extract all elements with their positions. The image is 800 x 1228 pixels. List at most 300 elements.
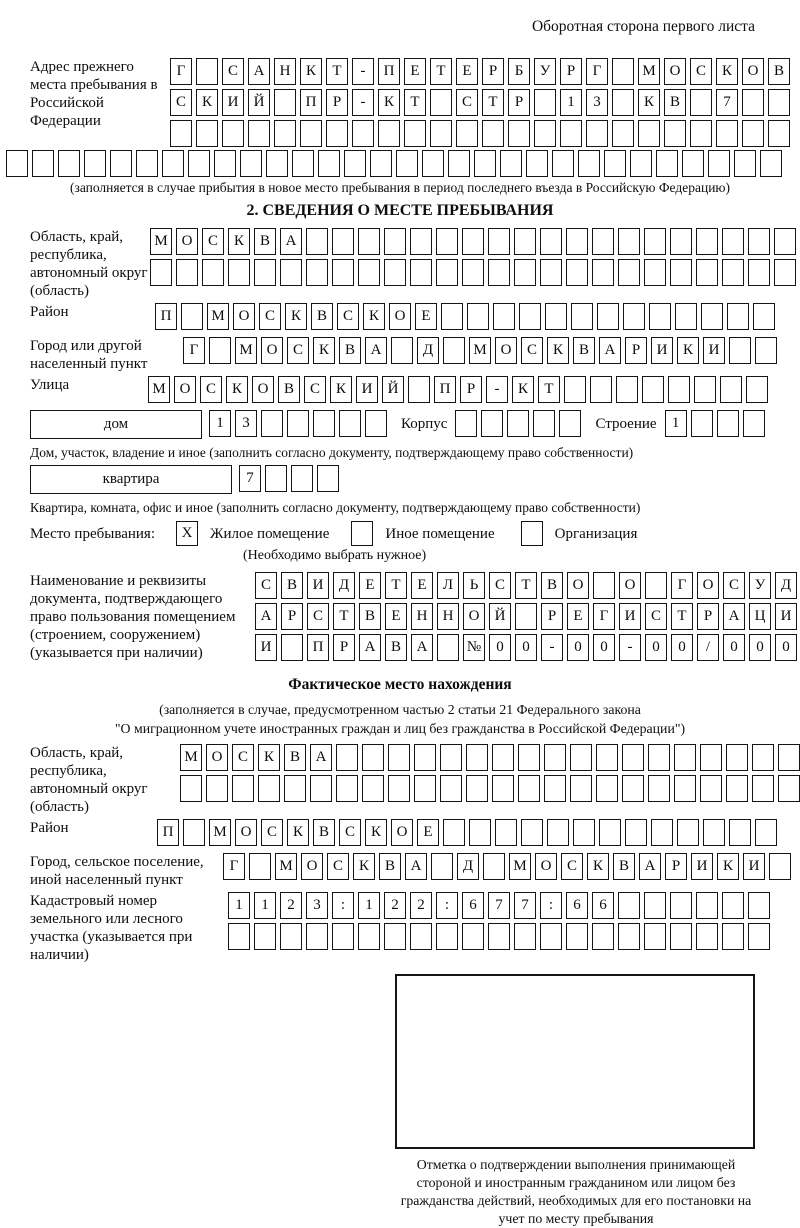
char-cell: Т xyxy=(671,603,693,630)
char-cell xyxy=(622,744,644,771)
char-cell: В xyxy=(359,603,381,630)
char-cell xyxy=(261,410,283,437)
char-cell xyxy=(481,410,503,437)
char-cell xyxy=(488,923,510,950)
char-cell xyxy=(648,744,670,771)
char-cell: Г xyxy=(586,58,608,85)
char-cell: 0 xyxy=(775,634,797,661)
char-cell xyxy=(228,259,250,286)
char-cell: 7 xyxy=(716,89,738,116)
char-cell xyxy=(474,150,496,177)
char-cell: И xyxy=(775,603,797,630)
char-cell: А xyxy=(310,744,332,771)
other-premises-option-label: Иное помещение xyxy=(385,525,495,542)
char-cell: Р xyxy=(281,603,303,630)
char-cell xyxy=(616,376,638,403)
char-cell xyxy=(720,376,742,403)
char-cell xyxy=(280,259,302,286)
char-cell xyxy=(365,410,387,437)
char-cell: В xyxy=(284,744,306,771)
char-cell xyxy=(508,120,530,147)
char-cell: А xyxy=(639,853,661,880)
char-cell: С xyxy=(287,337,309,364)
char-cell xyxy=(391,337,413,364)
char-cell: С xyxy=(232,744,254,771)
char-cell: Г xyxy=(183,337,205,364)
char-cell: С xyxy=(259,303,281,330)
char-cell: Г xyxy=(170,58,192,85)
char-cell xyxy=(518,744,540,771)
char-cell xyxy=(344,150,366,177)
char-cell xyxy=(675,303,697,330)
char-cell xyxy=(518,775,540,802)
char-cell: П xyxy=(155,303,177,330)
char-cell: / xyxy=(697,634,719,661)
region-label: Область, край, республика, автономный округ (область) xyxy=(30,229,148,299)
char-cell xyxy=(332,228,354,255)
char-cell: М xyxy=(638,58,660,85)
char-cell xyxy=(514,259,536,286)
document-line3 xyxy=(255,634,800,661)
char-cell: С xyxy=(307,603,329,630)
char-cell: Г xyxy=(671,572,693,599)
char-cell: М xyxy=(180,744,202,771)
char-cell xyxy=(292,150,314,177)
char-cell: 6 xyxy=(592,892,614,919)
char-cell xyxy=(717,410,739,437)
document-row xyxy=(0,572,800,662)
char-cell: П xyxy=(307,634,329,661)
char-cell xyxy=(488,259,510,286)
char-cell: С xyxy=(489,572,511,599)
district-line xyxy=(155,303,779,330)
char-cell: К xyxy=(547,337,569,364)
char-cell xyxy=(248,120,270,147)
char-cell xyxy=(170,120,192,147)
char-cell: С xyxy=(261,819,283,846)
char-cell: У xyxy=(534,58,556,85)
char-cell: Р xyxy=(482,58,504,85)
char-cell: В xyxy=(339,337,361,364)
char-cell: С xyxy=(690,58,712,85)
char-cell: В xyxy=(541,572,563,599)
char-cell xyxy=(566,923,588,950)
prev-address-line2 xyxy=(170,89,794,116)
char-cell: В xyxy=(768,58,790,85)
char-cell: И xyxy=(651,337,673,364)
char-cell: А xyxy=(280,228,302,255)
char-cell xyxy=(566,228,588,255)
char-cell: К xyxy=(512,376,534,403)
char-cell xyxy=(462,259,484,286)
char-cell xyxy=(431,853,453,880)
char-cell xyxy=(448,150,470,177)
char-cell: Д xyxy=(333,572,355,599)
char-cell xyxy=(58,150,80,177)
region-row xyxy=(0,228,800,300)
char-cell xyxy=(559,410,581,437)
char-cell xyxy=(287,410,309,437)
page-title: Оборотная сторона первого листа xyxy=(531,18,755,35)
char-cell xyxy=(514,228,536,255)
char-cell: Г xyxy=(593,603,615,630)
char-cell xyxy=(515,603,537,630)
char-cell xyxy=(696,892,718,919)
char-cell xyxy=(534,89,556,116)
char-cell xyxy=(228,923,250,950)
char-cell xyxy=(645,572,667,599)
char-cell: У xyxy=(749,572,771,599)
document-line2 xyxy=(255,603,800,630)
char-cell xyxy=(181,303,203,330)
char-cell xyxy=(533,410,555,437)
char-cell: 2 xyxy=(410,892,432,919)
char-cell xyxy=(430,120,452,147)
char-cell xyxy=(670,923,692,950)
char-cell xyxy=(642,376,664,403)
cadastre-label: Кадастровый номер земельного или лесного участка (указывается при наличии) xyxy=(30,893,193,963)
char-cell xyxy=(755,819,777,846)
char-cell xyxy=(742,120,764,147)
char-cell xyxy=(570,775,592,802)
stroenie-line xyxy=(665,410,769,437)
char-cell: О xyxy=(567,572,589,599)
char-cell xyxy=(388,744,410,771)
char-cell: А xyxy=(723,603,745,630)
fact-district-line xyxy=(157,819,781,846)
char-cell: С xyxy=(327,853,349,880)
char-cell xyxy=(596,744,618,771)
actual-location-note2: "О миграционном учете иностранных граждан и лиц без гражданства в Российской Федерации") xyxy=(114,721,686,736)
char-cell: К xyxy=(716,58,738,85)
char-cell: Р xyxy=(508,89,530,116)
char-cell xyxy=(32,150,54,177)
char-cell xyxy=(430,89,452,116)
prev-address-note: (заполняется в случае прибытия в новое место пребывания в период последнего въезда в Российскую Федерацию) xyxy=(69,180,731,195)
char-cell xyxy=(222,120,244,147)
char-cell xyxy=(618,923,640,950)
char-cell xyxy=(500,150,522,177)
char-cell: М xyxy=(207,303,229,330)
char-cell: В xyxy=(379,853,401,880)
char-cell xyxy=(196,120,218,147)
cadastre-line2 xyxy=(228,923,774,950)
char-cell xyxy=(306,259,328,286)
char-cell xyxy=(644,892,666,919)
char-cell: О xyxy=(389,303,411,330)
char-cell xyxy=(651,819,673,846)
char-cell: И xyxy=(691,853,713,880)
char-cell xyxy=(483,853,505,880)
city-label: Город или другой населенный пункт xyxy=(30,338,148,372)
char-cell xyxy=(370,150,392,177)
char-cell: 6 xyxy=(566,892,588,919)
char-cell xyxy=(492,775,514,802)
street-label: Улица xyxy=(30,377,70,393)
char-cell: Д xyxy=(417,337,439,364)
street-row xyxy=(0,376,800,407)
char-cell: Б xyxy=(508,58,530,85)
region-line1 xyxy=(150,228,800,255)
char-cell xyxy=(593,572,615,599)
char-cell xyxy=(590,376,612,403)
char-cell: А xyxy=(405,853,427,880)
char-cell xyxy=(352,120,374,147)
confirmation-stamp-note: Отметка о подтверждении выполнения принимающей стороной и иностранным гражданином или лицом без гражданства действий, необходимых для его постановки на учет по месту пребывания xyxy=(400,1157,752,1226)
char-cell xyxy=(408,376,430,403)
char-cell xyxy=(700,744,722,771)
char-cell: : xyxy=(436,892,458,919)
char-cell xyxy=(618,228,640,255)
char-cell: Ц xyxy=(749,603,771,630)
char-cell xyxy=(540,923,562,950)
char-cell xyxy=(677,819,699,846)
actual-location-heading: Фактическое место нахождения xyxy=(288,676,512,693)
char-cell: Й xyxy=(382,376,404,403)
char-cell xyxy=(722,923,744,950)
char-cell xyxy=(703,819,725,846)
char-cell: К xyxy=(363,303,385,330)
char-cell: П xyxy=(434,376,456,403)
char-cell: О xyxy=(261,337,283,364)
street-line xyxy=(148,376,772,403)
char-cell xyxy=(336,775,358,802)
char-cell: С xyxy=(170,89,192,116)
char-cell xyxy=(455,410,477,437)
char-cell: К xyxy=(285,303,307,330)
char-cell xyxy=(162,150,184,177)
char-cell xyxy=(566,259,588,286)
char-cell: О xyxy=(235,819,257,846)
char-cell xyxy=(690,89,712,116)
char-cell xyxy=(743,410,765,437)
char-cell: А xyxy=(411,634,433,661)
char-cell: О xyxy=(206,744,228,771)
char-cell: - xyxy=(352,58,374,85)
char-cell: П xyxy=(157,819,179,846)
char-cell xyxy=(540,259,562,286)
char-cell: М xyxy=(150,228,172,255)
char-cell xyxy=(597,303,619,330)
char-cell xyxy=(514,923,536,950)
char-cell xyxy=(668,376,690,403)
char-cell: А xyxy=(365,337,387,364)
apartment-row xyxy=(0,465,800,496)
char-cell xyxy=(729,337,751,364)
cadastre-grid xyxy=(228,892,774,950)
prev-address-line1 xyxy=(170,58,794,85)
char-cell: 0 xyxy=(723,634,745,661)
char-cell xyxy=(443,819,465,846)
char-cell xyxy=(258,775,280,802)
char-cell: К xyxy=(378,89,400,116)
char-cell xyxy=(410,228,432,255)
char-cell xyxy=(534,120,556,147)
char-cell: К xyxy=(587,853,609,880)
char-cell xyxy=(544,744,566,771)
char-cell: С xyxy=(521,337,543,364)
fact-city-line xyxy=(223,853,795,880)
char-cell: Р xyxy=(460,376,482,403)
char-cell xyxy=(414,744,436,771)
char-cell: О xyxy=(535,853,557,880)
char-cell xyxy=(469,819,491,846)
char-cell: 7 xyxy=(514,892,536,919)
char-cell xyxy=(332,259,354,286)
char-cell xyxy=(339,410,361,437)
char-cell: Е xyxy=(456,58,478,85)
char-cell: В xyxy=(254,228,276,255)
char-cell xyxy=(306,923,328,950)
char-cell xyxy=(183,819,205,846)
char-cell xyxy=(727,303,749,330)
char-cell xyxy=(310,775,332,802)
char-cell xyxy=(493,303,515,330)
char-cell: П xyxy=(300,89,322,116)
char-cell: 1 xyxy=(254,892,276,919)
char-cell: 3 xyxy=(586,89,608,116)
char-cell xyxy=(755,337,777,364)
confirmation-stamp-box xyxy=(395,974,755,1149)
char-cell xyxy=(437,634,459,661)
char-cell: О xyxy=(233,303,255,330)
stay-type-label: Место пребывания: xyxy=(30,525,155,542)
char-cell: 1 xyxy=(228,892,250,919)
char-cell: Т xyxy=(538,376,560,403)
char-cell: К xyxy=(330,376,352,403)
char-cell: О xyxy=(252,376,274,403)
char-cell xyxy=(586,120,608,147)
char-cell xyxy=(592,923,614,950)
char-cell xyxy=(769,853,791,880)
char-cell: Е xyxy=(415,303,437,330)
house-number-line xyxy=(209,410,391,437)
korpus-line xyxy=(455,410,585,437)
char-cell xyxy=(110,150,132,177)
char-cell xyxy=(618,259,640,286)
char-cell xyxy=(358,259,380,286)
char-cell xyxy=(284,775,306,802)
char-cell: С xyxy=(255,572,277,599)
document-line1 xyxy=(255,572,800,599)
char-cell xyxy=(436,259,458,286)
char-cell xyxy=(291,465,313,492)
char-cell xyxy=(482,120,504,147)
char-cell xyxy=(521,819,543,846)
char-cell: - xyxy=(352,89,374,116)
char-cell: И xyxy=(307,572,329,599)
stay-type-note: (Необходимо выбрать нужное) xyxy=(243,548,427,563)
char-cell: К xyxy=(287,819,309,846)
document-grid xyxy=(255,572,800,661)
char-cell: Р xyxy=(541,603,563,630)
char-cell: О xyxy=(301,853,323,880)
char-cell: В xyxy=(385,634,407,661)
char-cell xyxy=(690,120,712,147)
char-cell xyxy=(84,150,106,177)
char-cell xyxy=(136,150,158,177)
char-cell xyxy=(266,150,288,177)
char-cell xyxy=(682,150,704,177)
char-cell: А xyxy=(599,337,621,364)
house-box: дом xyxy=(30,410,202,439)
char-cell xyxy=(544,775,566,802)
char-cell: С xyxy=(645,603,667,630)
char-cell: К xyxy=(258,744,280,771)
char-cell: И xyxy=(222,89,244,116)
char-cell: К xyxy=(638,89,660,116)
char-cell xyxy=(696,923,718,950)
char-cell: Д xyxy=(457,853,479,880)
char-cell xyxy=(384,923,406,950)
char-cell: К xyxy=(717,853,739,880)
char-cell: Р xyxy=(665,853,687,880)
char-cell xyxy=(742,89,764,116)
char-cell xyxy=(358,923,380,950)
char-cell xyxy=(748,892,770,919)
char-cell xyxy=(729,819,751,846)
char-cell: - xyxy=(541,634,563,661)
char-cell xyxy=(436,228,458,255)
char-cell xyxy=(664,120,686,147)
char-cell xyxy=(443,337,465,364)
char-cell xyxy=(726,744,748,771)
char-cell: И xyxy=(703,337,725,364)
char-cell: С xyxy=(304,376,326,403)
char-cell xyxy=(466,744,488,771)
char-cell: С xyxy=(222,58,244,85)
char-cell xyxy=(180,775,202,802)
char-cell xyxy=(670,228,692,255)
char-cell xyxy=(441,303,463,330)
char-cell xyxy=(519,303,541,330)
char-cell: 1 xyxy=(209,410,231,437)
char-cell: К xyxy=(226,376,248,403)
char-cell xyxy=(564,376,586,403)
char-cell xyxy=(768,89,790,116)
char-cell: 6 xyxy=(462,892,484,919)
char-cell: Н xyxy=(274,58,296,85)
char-cell xyxy=(625,819,647,846)
char-cell: И xyxy=(619,603,641,630)
char-cell: М xyxy=(148,376,170,403)
char-cell: М xyxy=(235,337,257,364)
char-cell xyxy=(188,150,210,177)
char-cell: М xyxy=(275,853,297,880)
char-cell: Н xyxy=(437,603,459,630)
apartment-line xyxy=(239,465,343,492)
char-cell xyxy=(748,228,770,255)
char-cell: С xyxy=(339,819,361,846)
char-cell: 1 xyxy=(560,89,582,116)
char-cell xyxy=(748,259,770,286)
char-cell xyxy=(440,744,462,771)
prev-address-line3 xyxy=(170,120,794,147)
char-cell xyxy=(209,337,231,364)
char-cell: К xyxy=(228,228,250,255)
char-cell: О xyxy=(664,58,686,85)
char-cell: 7 xyxy=(239,465,261,492)
char-cell: В xyxy=(278,376,300,403)
char-cell xyxy=(578,150,600,177)
char-cell xyxy=(701,303,723,330)
city-row xyxy=(0,337,800,373)
house-note: Дом, участок, владение и иное (заполнить согласно документу, подтверждающему право собственности) xyxy=(30,445,634,460)
char-cell xyxy=(467,303,489,330)
char-cell xyxy=(644,228,666,255)
char-cell xyxy=(644,259,666,286)
char-cell xyxy=(396,150,418,177)
